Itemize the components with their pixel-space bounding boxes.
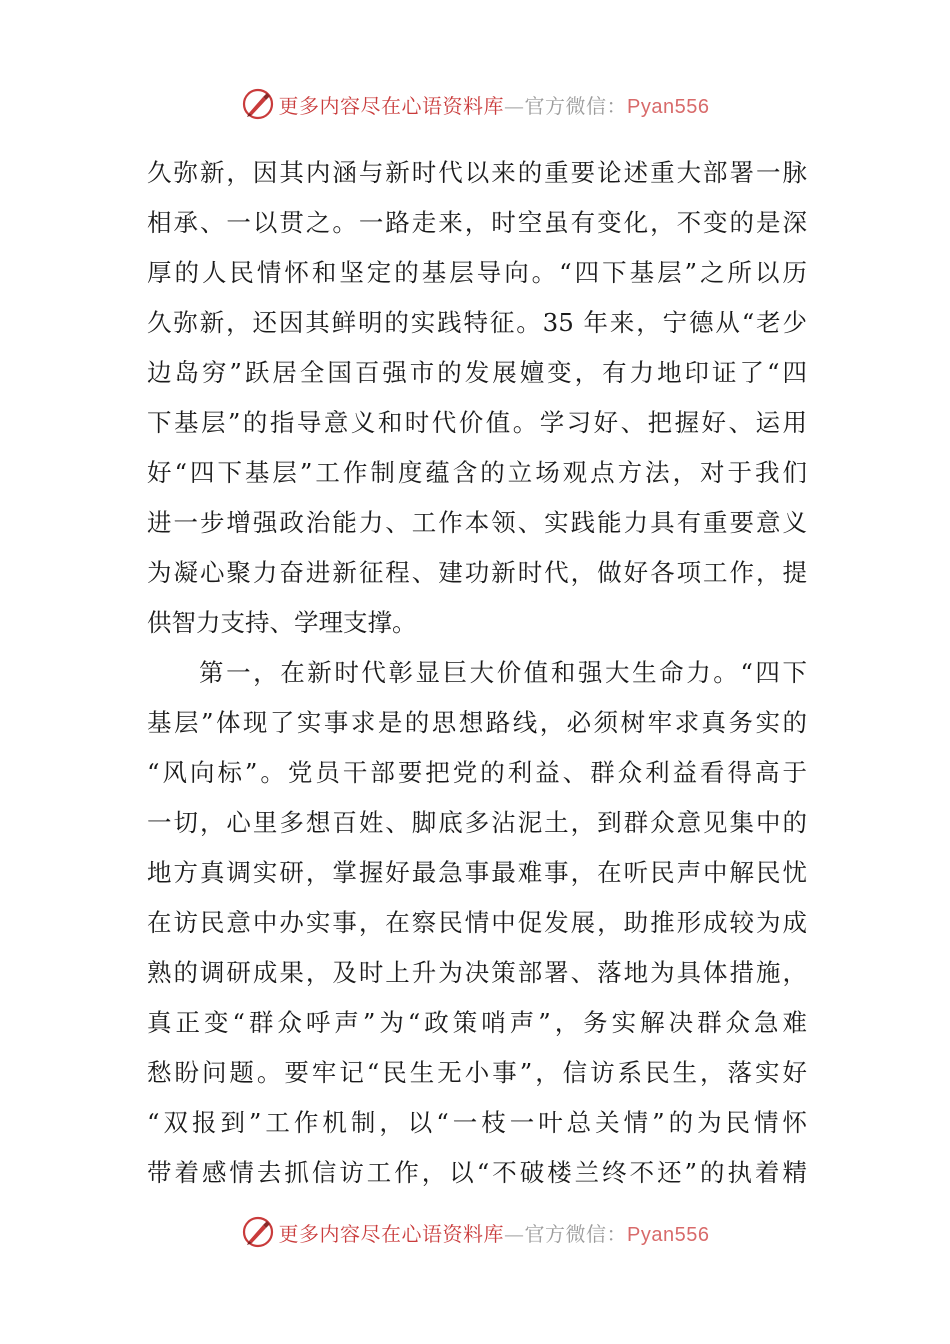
text-line: 为凝心聚力奋进新征程、建功新时代，做好各项工作，提 [147,558,807,587]
text-line: 地方真调实研，掌握好最急事最难事，在听民声中解民忧 [147,858,807,887]
text-line: 熟的调研成果，及时上升为决策部署、落地为具体措施， [147,958,807,987]
text-line: 基层”体现了实事求是的思想路线，必须树牢求真务实的 [147,708,807,737]
text-line: “双报到”工作机制，以“一枝一叶总关情”的为民情怀 [147,1108,807,1137]
text-line: 真正变“群众呼声”为“政策哨声”，务实解决群众急难 [147,1008,807,1037]
text-line: 一切，心里多想百姓、脚底多沾泥土，到群众意见集中的 [147,808,807,837]
watermark-separator: — [504,93,525,118]
watermark-label: 官方微信： [524,1221,628,1246]
pen-logo-icon [241,87,275,121]
footer-watermark [0,1212,950,1252]
text-line: 在访民意中办实事，在察民情中促发展，助推形成较为成 [147,908,807,937]
text-line: 带着感情去抓信访工作，以“不破楼兰终不还”的执着精 [147,1158,807,1187]
paragraph-start-line: 第一，在新时代彰显巨大价值和强大生命力。“四下 [199,658,807,687]
text-line: 供智力支持、学理支撑。 [147,608,417,637]
text-line: 厚的人民情怀和坚定的基层导向。“四下基层”之所以历 [147,258,807,287]
text-line: 久弥新，因其内涵与新时代以来的重要论述重大部署一脉 [147,158,807,187]
text-line: 久弥新，还因其鲜明的实践特征。35 年来，宁德从“老少 [147,308,807,337]
watermark-brand: 更多内容尽在心语资料库 [278,1221,505,1246]
watermark-wechat-id: Pyan556 [627,1223,710,1246]
text-line: 愁盼问题。要牢记“民生无小事”，信访系民生，落实好 [147,1058,807,1087]
watermark-separator: — [504,1221,525,1246]
document-body [147,148,807,1198]
watermark-label: 官方微信： [524,93,628,118]
pen-logo-icon [241,1215,275,1249]
text-line: 好“四下基层”工作制度蕴含的立场观点方法，对于我们 [147,458,807,487]
text-line: 进一步增强政治能力、工作本领、实践能力具有重要意义 [147,508,807,537]
text-line: “风向标”。党员干部要把党的利益、群众利益看得高于 [147,758,807,787]
text-line: 下基层”的指导意义和时代价值。学习好、把握好、运用 [147,408,807,437]
text-line: 相承、一以贯之。一路走来，时空虽有变化，不变的是深 [147,208,807,237]
header-watermark [0,84,950,124]
watermark-text [279,1218,710,1247]
watermark-text [279,90,710,119]
watermark-wechat-id: Pyan556 [627,95,710,118]
watermark-brand: 更多内容尽在心语资料库 [278,93,505,118]
text-line: 边岛穷”跃居全国百强市的发展嬗变，有力地印证了“四 [147,358,807,387]
